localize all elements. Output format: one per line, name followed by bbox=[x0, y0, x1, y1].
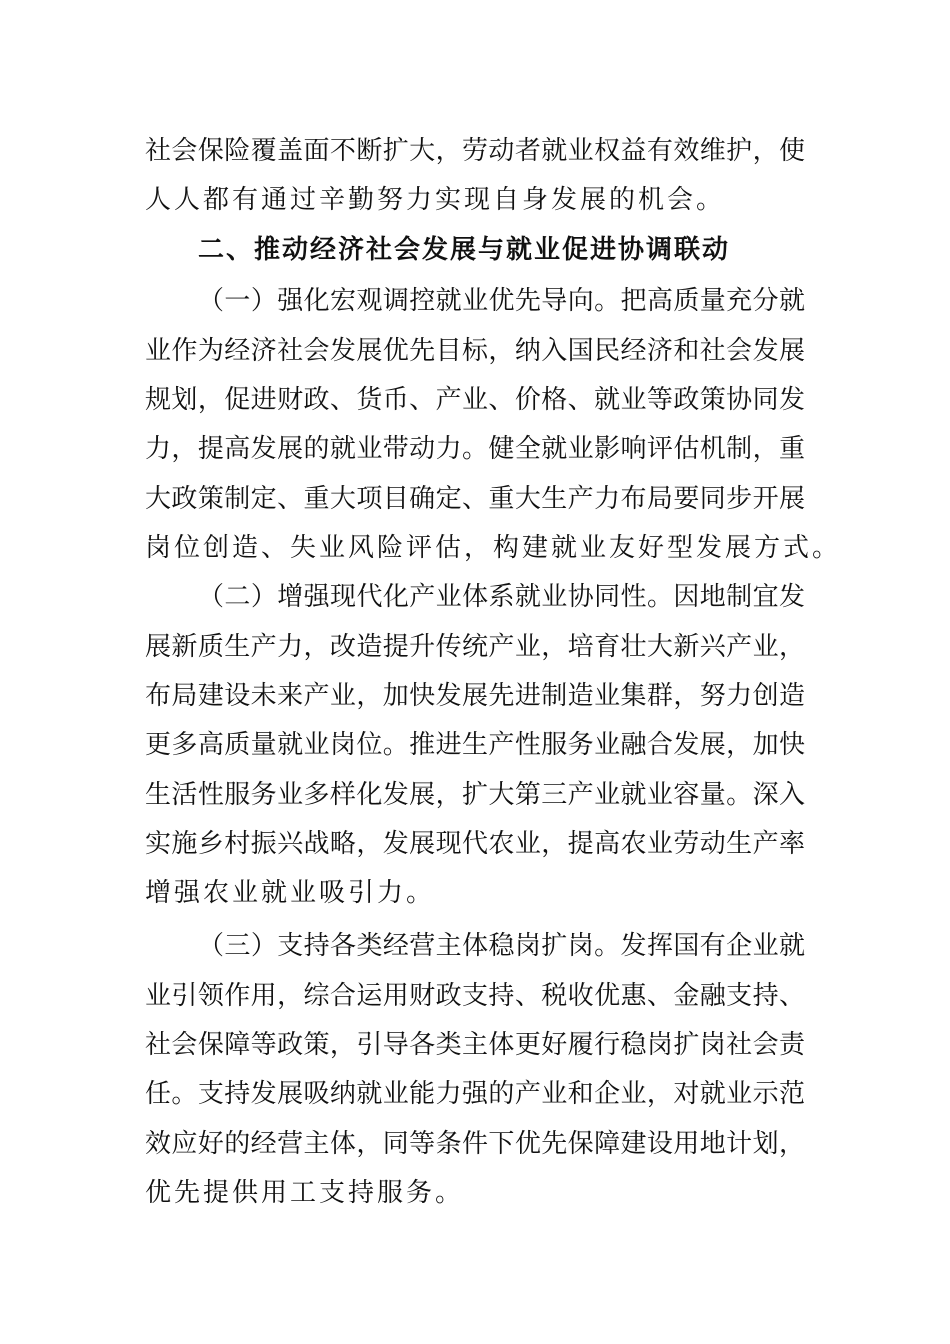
para2-line-2: 展新质生产力，改造提升传统产业，培育壮大新兴产业， bbox=[145, 632, 805, 662]
para1-line-4: 力，提高发展的就业带动力。健全就业影响评估机制，重 bbox=[145, 434, 805, 464]
para2-line-1: （二）增强现代化产业体系就业协同性。因地制宜发 bbox=[198, 582, 805, 612]
para1-line-2: 业作为经济社会发展优先目标，纳入国民经济和社会发展 bbox=[145, 336, 805, 366]
para3-line-1: （三）支持各类经营主体稳岗扩岗。发挥国有企业就 bbox=[198, 931, 805, 961]
intro-line-1: 社会保险覆盖面不断扩大，劳动者就业权益有效维护，使 bbox=[145, 136, 805, 166]
para3-line-4: 任。支持发展吸纳就业能力强的产业和企业，对就业示范 bbox=[145, 1079, 805, 1109]
para3-line-3: 社会保障等政策，引导各类主体更好履行稳岗扩岗社会责 bbox=[145, 1030, 805, 1060]
para2-line-3: 布局建设未来产业，加快发展先进制造业集群，努力创造 bbox=[145, 681, 805, 711]
para2-line-6: 实施乡村振兴战略，发展现代农业，提高农业劳动生产率 bbox=[145, 829, 805, 859]
para2-line-7: 增强农业就业吸引力。 bbox=[145, 878, 436, 908]
para1-line-5: 大政策制定、重大项目确定、重大生产力布局要同步开展 bbox=[145, 484, 805, 514]
para3-line-2: 业引领作用，综合运用财政支持、税收优惠、金融支持、 bbox=[145, 981, 805, 1011]
para1-line-1: （一）强化宏观调控就业优先导向。把高质量充分就 bbox=[198, 286, 805, 316]
para3-line-6: 优先提供用工支持服务。 bbox=[145, 1178, 465, 1208]
intro-line-2: 人人都有通过辛勤努力实现自身发展的机会。 bbox=[145, 185, 726, 215]
para1-line-6: 岗位创造、失业风险评估，构建就业友好型发展方式。 bbox=[145, 533, 842, 563]
para1-line-3: 规划，促进财政、货币、产业、价格、就业等政策协同发 bbox=[145, 385, 805, 415]
para3-line-5: 效应好的经营主体，同等条件下优先保障建设用地计划， bbox=[145, 1129, 805, 1159]
para2-line-5: 生活性服务业多样化发展，扩大第三产业就业容量。深入 bbox=[145, 780, 805, 810]
section-heading: 二、推动经济社会发展与就业促进协调联动 bbox=[198, 235, 731, 265]
para2-line-4: 更多高质量就业岗位。推进生产性服务业融合发展，加快 bbox=[145, 730, 805, 760]
